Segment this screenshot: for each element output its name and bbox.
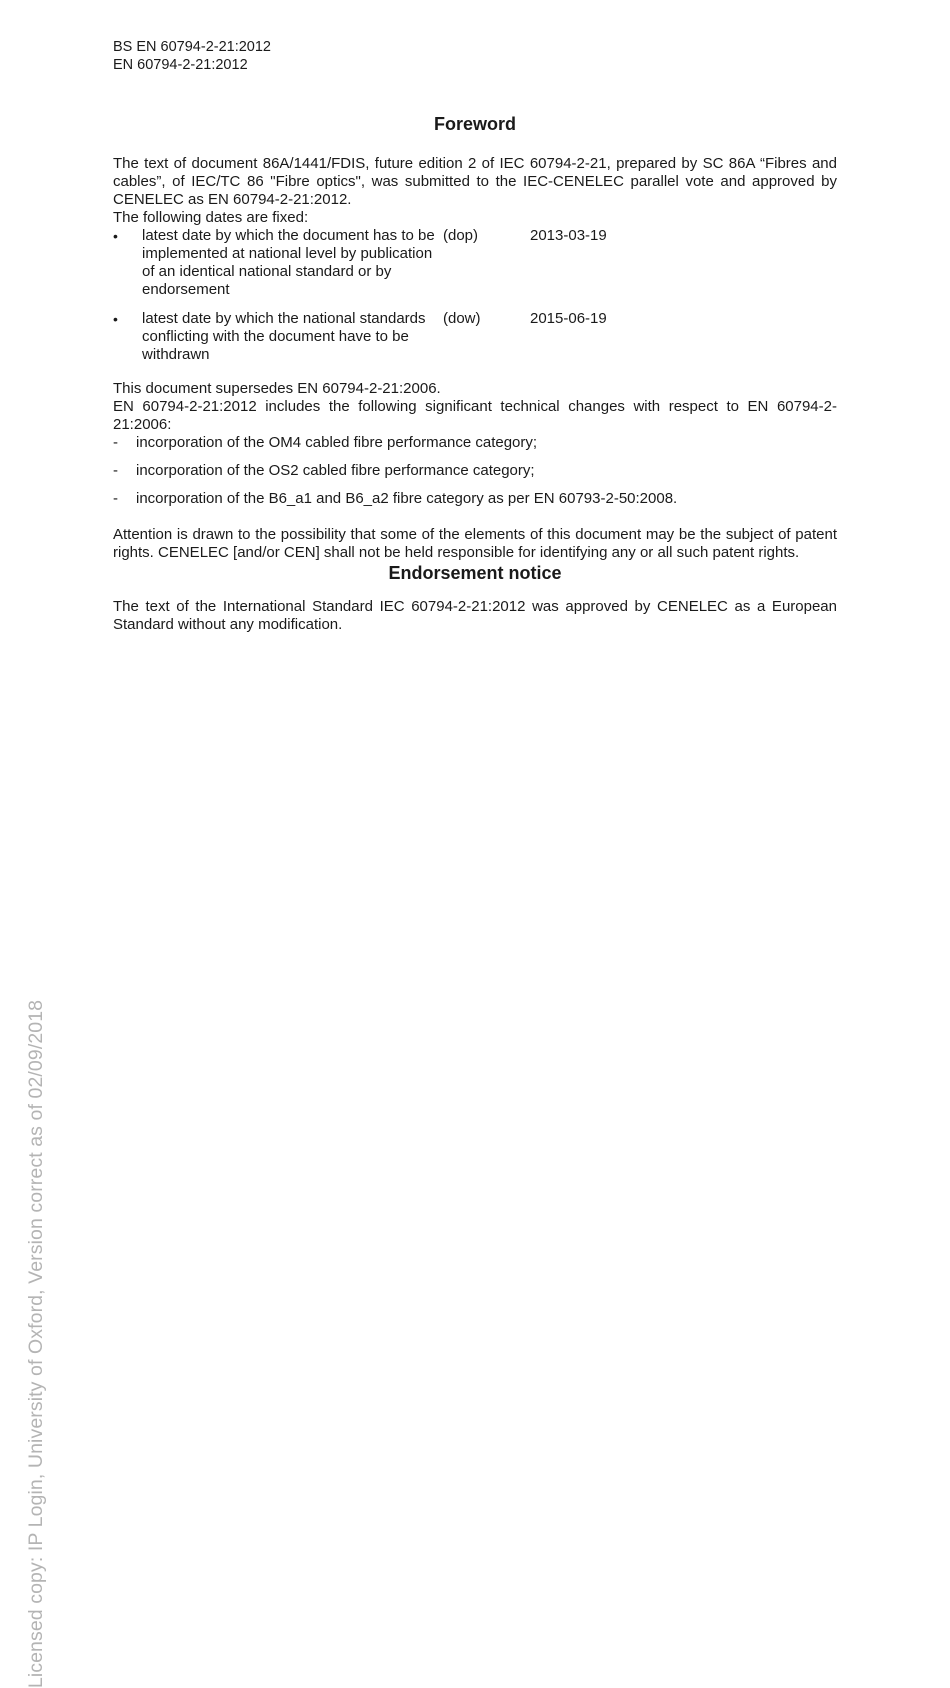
change-item bbox=[113, 462, 837, 480]
bullet-icon: • bbox=[113, 311, 118, 327]
change-text: incorporation of the B6_a1 and B6_a2 fibre category as per EN 60793-2-50:2008. bbox=[136, 490, 678, 507]
date-abbreviation: (dow) bbox=[443, 310, 481, 327]
date-value: 2015-06-19 bbox=[530, 310, 607, 327]
change-text: incorporation of the OS2 cabled fibre performance category; bbox=[136, 462, 535, 479]
foreword-title: Foreword bbox=[433, 114, 516, 134]
date-abbreviation: (dop) bbox=[443, 227, 479, 244]
patent-attention-paragraph: Attention is drawn to the possibility that some of the elements of this document may be the subject of patent rights. CENELEC [and/or CEN] shall not be held responsible for identifying any or all such patent rights. bbox=[113, 526, 837, 561]
document-body bbox=[113, 113, 837, 634]
bullet-icon: • bbox=[113, 228, 118, 244]
license-watermark: Licensed copy: IP Login, University of Oxford, Version correct as of 02/09/2018 bbox=[25, 999, 47, 1688]
change-item bbox=[113, 490, 837, 508]
document-header bbox=[113, 38, 271, 74]
header-standard-bs: BS EN 60794-2-21:2012 bbox=[113, 39, 271, 55]
dates-list bbox=[113, 227, 837, 364]
endorsement-title: Endorsement notice bbox=[388, 563, 562, 583]
date-description: latest date by which the national standards conflicting with the document have to be withdrawn bbox=[142, 310, 426, 363]
date-description: latest date by which the document has to be implemented at national level by publication of an identical national standard or by endorsement bbox=[142, 227, 435, 298]
date-item-dow bbox=[113, 310, 837, 364]
date-item-dop bbox=[113, 227, 837, 299]
date-value: 2013-03-19 bbox=[530, 227, 607, 244]
change-item bbox=[113, 434, 837, 452]
change-text: incorporation of the OM4 cabled fibre performance category; bbox=[136, 434, 538, 451]
endorsement-paragraph: The text of the International Standard IEC 60794-2-21:2012 was approved by CENELEC as a European Standard without any modification. bbox=[113, 598, 837, 633]
changes-intro-paragraph: EN 60794-2-21:2012 includes the following significant technical changes with respect to EN 60794-2-21:2006: bbox=[113, 398, 837, 433]
supersedes-paragraph: This document supersedes EN 60794-2-21:2006. bbox=[113, 380, 441, 397]
dates-intro-paragraph: The following dates are fixed: bbox=[113, 209, 309, 226]
dash-marker: - bbox=[113, 490, 118, 507]
foreword-intro-paragraph: The text of document 86A/1441/FDIS, future edition 2 of IEC 60794-2-21, prepared by SC 86A “Fibres and cables”, of IEC/TC 86 "Fibre optics", was submitted to the IEC-CENELEC parallel vote and approved by CENELEC as EN 60794-2-21:2012. bbox=[113, 155, 837, 208]
dash-marker: - bbox=[113, 462, 118, 479]
dash-marker: - bbox=[113, 434, 118, 451]
changes-list bbox=[113, 434, 837, 508]
header-standard-en: EN 60794-2-21:2012 bbox=[113, 57, 248, 73]
